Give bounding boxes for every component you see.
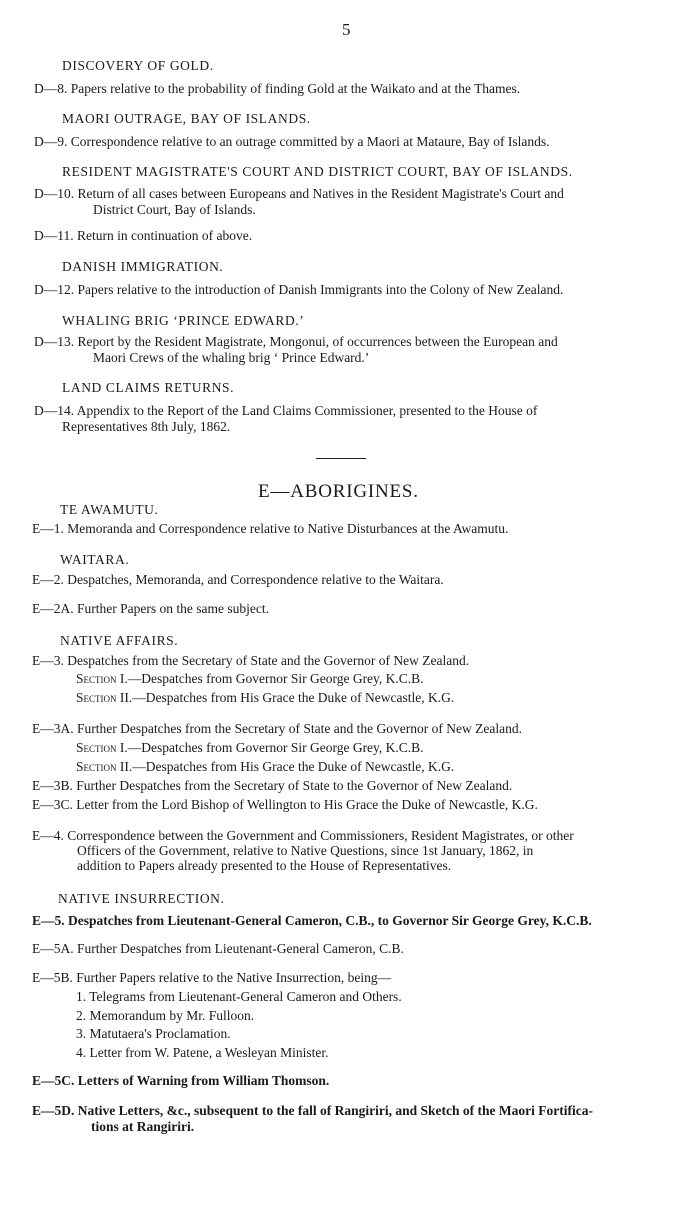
heading-native-affairs: NATIVE AFFAIRS. — [60, 633, 179, 648]
entry-e5b-sub-1: 1. Telegrams from Lieutenant-General Cameron and Others. — [76, 989, 402, 1004]
entry-d9: D—9. Correspondence relative to an outrage committed by a Maori at Mataure, Bay of Islands. — [34, 134, 550, 149]
entry-e3-section-2: Section II.—Despatches from His Grace the Duke of Newcastle, K.G. — [76, 690, 455, 705]
heading-land-claims-returns: LAND CLAIMS RETURNS. — [62, 380, 235, 395]
entry-e2: E—2. Despatches, Memoranda, and Correspondence relative to the Waitara. — [32, 572, 444, 587]
heading-maori-outrage: MAORI OUTRAGE, BAY OF ISLANDS. — [62, 111, 311, 126]
entry-d14: D—14. Appendix to the Report of the Land Claims Commissioner, presented to the House of — [34, 403, 538, 418]
entry-e5c: E—5C. Letters of Warning from William Thomson. — [32, 1073, 330, 1088]
section-title-aborigines: E—ABORIGINES. — [258, 481, 419, 502]
heading-te-awamutu: TE AWAMUTU. — [60, 502, 159, 517]
entry-e5d-line2: tions at Rangiriri. — [91, 1119, 195, 1134]
entry-e5a: E—5A. Further Despatches from Lieutenant-General Cameron, C.B. — [32, 941, 404, 956]
entry-d14-line2: Representatives 8th July, 1862. — [62, 419, 231, 434]
entry-d13-line2: Maori Crews of the whaling brig ‘ Prince Edward.’ — [93, 350, 370, 365]
entry-e3a-section-2: Section II.—Despatches from His Grace the Duke of Newcastle, K.G. — [76, 759, 455, 774]
entry-d8: D—8. Papers relative to the probability of finding Gold at the Waikato and at the Thames. — [34, 81, 521, 96]
page-number: 5 — [342, 20, 351, 39]
heading-waitara: WAITARA. — [60, 552, 130, 567]
entry-e4: E—4. Correspondence between the Government and Commissioners, Resident Magistrates, or other — [32, 828, 574, 843]
entry-e3-section-1: Section I.—Despatches from Governor Sir George Grey, K.C.B. — [76, 671, 424, 686]
heading-resident-magistrate-court: RESIDENT MAGISTRATE'S COURT AND DISTRICT COURT, BAY OF ISLANDS. — [62, 164, 573, 179]
entry-e4-line3: addition to Papers already presented to the House of Representatives. — [77, 858, 452, 873]
entry-d10: D—10. Return of all cases between Europeans and Natives in the Resident Magistrate's Court and — [34, 186, 564, 201]
heading-danish-immigration: DANISH IMMIGRATION. — [62, 259, 224, 274]
entry-e1: E—1. Memoranda and Correspondence relative to Native Disturbances at the Awamutu. — [32, 521, 509, 536]
entry-e3a-section-1: Section I.—Despatches from Governor Sir George Grey, K.C.B. — [76, 740, 424, 755]
entry-e5b-sub-2: 2. Memorandum by Mr. Fulloon. — [76, 1008, 255, 1023]
entry-e5b-sub-4: 4. Letter from W. Patene, a Wesleyan Minister. — [76, 1045, 329, 1060]
heading-native-insurrection: NATIVE INSURRECTION. — [58, 891, 225, 906]
entry-e5: E—5. Despatches from Lieutenant-General Cameron, C.B., to Governor Sir George Grey, K.C.B. — [32, 913, 592, 928]
section-divider — [316, 458, 366, 459]
entry-e3a: E—3A. Further Despatches from the Secretary of State and the Governor of New Zealand. — [32, 721, 522, 736]
entry-d10-line2: District Court, Bay of Islands. — [93, 202, 256, 217]
heading-discovery-of-gold: DISCOVERY OF GOLD. — [62, 58, 214, 73]
entry-d13: D—13. Report by the Resident Magistrate, Mongonui, of occurrences between the European and — [34, 334, 558, 349]
heading-whaling-brig: WHALING BRIG ‘PRINCE EDWARD.’ — [62, 313, 305, 328]
entry-d12: D—12. Papers relative to the introduction of Danish Immigrants into the Colony of New Zealand. — [34, 282, 564, 297]
entry-e3c: E—3C. Letter from the Lord Bishop of Wellington to His Grace the Duke of Newcastle, K.G. — [32, 797, 538, 812]
entry-e3b: E—3B. Further Despatches from the Secretary of State to the Governor of New Zealand. — [32, 778, 513, 793]
entry-d11: D—11. Return in continuation of above. — [34, 228, 253, 243]
entry-e4-line2: Officers of the Government, relative to Native Questions, since 1st January, 1862, in — [77, 843, 534, 858]
entry-e2a: E—2A. Further Papers on the same subject. — [32, 601, 269, 616]
entry-e5d: E—5D. Native Letters, &c., subsequent to the fall of Rangiriri, and Sketch of the Maori Fortifica- — [32, 1103, 593, 1118]
entry-e5b: E—5B. Further Papers relative to the Native Insurrection, being— — [32, 970, 392, 985]
entry-e3: E—3. Despatches from the Secretary of State and the Governor of New Zealand. — [32, 653, 470, 668]
entry-e5b-sub-3: 3. Matutaera's Proclamation. — [76, 1026, 231, 1041]
